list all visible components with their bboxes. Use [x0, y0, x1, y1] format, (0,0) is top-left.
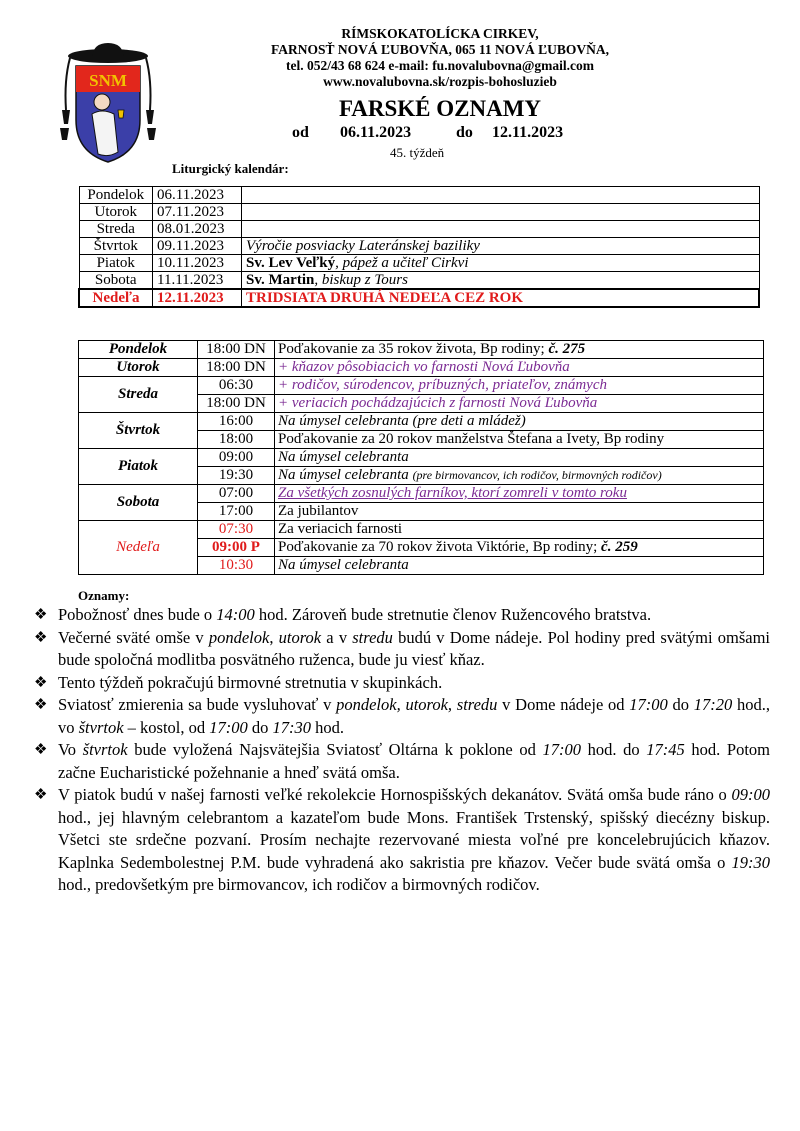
- mass-intention: Poďakovanie za 20 rokov manželstva Štefana a Ivety, Bp rodiny: [275, 431, 764, 449]
- calendar-day: Pondelok: [79, 187, 153, 204]
- mass-intention: Poďakovanie za 35 rokov života, Bp rodiny; č. 275: [275, 341, 764, 359]
- mass-intention: + kňazov pôsobiacich vo farnosti Nová Ľubovňa: [275, 359, 764, 377]
- diamond-bullet-icon: ❖: [34, 697, 48, 713]
- mass-day: Utorok: [79, 359, 198, 377]
- week-number: 45. týždeň: [390, 145, 445, 160]
- church-name: RÍMSKOKATOLÍCKA CIRKEV,: [341, 26, 539, 41]
- liturgical-calendar-table: [78, 186, 760, 308]
- mass-time: 18:00 DN: [198, 341, 275, 359]
- page-title: FARSKÉ OZNAMY: [338, 96, 542, 121]
- calendar-feast: Výročie posviacky Lateránskej baziliky: [242, 238, 760, 255]
- mass-time: 09:00 P: [198, 539, 275, 557]
- mass-time: 17:00: [198, 503, 275, 521]
- calendar-feast: [242, 221, 760, 238]
- mass-day: Štvrtok: [79, 413, 198, 449]
- mass-schedule-table: [78, 340, 764, 575]
- mass-day: Streda: [79, 377, 198, 413]
- table-row: [79, 238, 759, 255]
- list-item: ❖ Pobožnosť dnes bude o 14:00 hod. Zároveň bude stretnutie členov Ružencového bratstva.: [34, 604, 770, 627]
- mass-time: 19:30: [198, 467, 275, 485]
- calendar-date: 06.11.2023: [153, 187, 242, 204]
- liturgical-calendar-label: Liturgický kalendár:: [172, 161, 289, 176]
- mass-intention: + veriacich pochádzajúcich z farnosti Nová Ľubovňa: [275, 395, 764, 413]
- mass-time: 09:00: [198, 449, 275, 467]
- diamond-bullet-icon: ❖: [34, 607, 48, 623]
- date-from-label: od: [292, 124, 309, 141]
- list-item: ❖ Vo štvrtok bude vyložená Najsvätejšia Sviatosť Oltárna k poklone od 17:00 hod. do 17:45 hod. Potom začne Eucharistické požehnanie a hneď svätá omša.: [34, 740, 770, 782]
- list-item: ❖ V piatok budú v našej farnosti veľké rekolekcie Hornospišských dekanátov. Svätá omša bude ráno o 09:00 hod., jej hlavným celebrantom a kazateľom bude Mons. František Trstenský, spišský diecézny biskup. Všetci ste srdečne pozvaní. Prosím nechajte rezervované miesta voľné pre koncelebrujúcich kňazov. Kaplnka Sedembolestnej P.M. bude vyhradená ako sakristia pre kňazov. Večer bude svätá omša o 19:30 hod., predovšetkým pre birmovancov, ich rodičov a birmovných rodičov.: [34, 785, 770, 894]
- table-row: [79, 255, 759, 272]
- calendar-day: Sobota: [79, 272, 153, 290]
- mass-intention: Na úmysel celebranta: [275, 449, 764, 467]
- calendar-date: 08.01.2023: [153, 221, 242, 238]
- mass-day: Piatok: [79, 449, 198, 485]
- mass-time: 16:00: [198, 413, 275, 431]
- calendar-day: Štvrtok: [79, 238, 153, 255]
- calendar-feast: Sv. Lev Veľký, pápež a učiteľ Cirkvi: [242, 255, 760, 272]
- mass-time: 07:00: [198, 485, 275, 503]
- date-from: 06.11.2023: [340, 124, 412, 141]
- table-row: [79, 187, 759, 204]
- mass-time: 06:30: [198, 377, 275, 395]
- mass-intention: Na úmysel celebranta (pre birmovancov, ich rodičov, birmovných rodičov): [275, 467, 764, 485]
- diamond-bullet-icon: ❖: [34, 629, 48, 646]
- table-row: [79, 359, 764, 377]
- diamond-bullet-icon: ❖: [34, 742, 48, 758]
- table-row: [79, 413, 764, 431]
- mass-day: Nedeľa: [79, 521, 198, 575]
- diamond-bullet-icon: ❖: [34, 787, 48, 803]
- date-to: 12.11.2023: [492, 124, 564, 141]
- parish-address: FARNOSŤ NOVÁ ĽUBOVŇA, 065 11 NOVÁ ĽUBOVŇA,: [270, 42, 610, 57]
- table-row: [79, 377, 764, 395]
- table-row: [79, 204, 759, 221]
- announcements-label: Oznamy:: [78, 588, 130, 603]
- calendar-feast: Sv. Martin, biskup z Tours: [242, 272, 760, 290]
- list-item: ❖ Tento týždeň pokračujú birmovné stretnutia v skupinkách.: [34, 672, 770, 695]
- calendar-date: 09.11.2023: [153, 238, 242, 255]
- mass-day: Sobota: [79, 485, 198, 521]
- table-row-sunday: [79, 289, 759, 307]
- date-to-label: do: [456, 124, 473, 141]
- mass-intention: Na úmysel celebranta (pre deti a mládež): [275, 413, 764, 431]
- table-row: [79, 341, 764, 359]
- mass-intention: Poďakovanie za 70 rokov života Viktórie, Bp rodiny; č. 259: [275, 539, 764, 557]
- mass-intention: Za veriacich farnosti: [275, 521, 764, 539]
- table-row: [79, 521, 764, 539]
- calendar-date: 11.11.2023: [153, 272, 242, 290]
- list-item: ❖ Večerné sväté omše v pondelok, utorok a v stredu budú v Dome nádeje. Pol hodiny pred svätými omšami bude spoločná modlitba posvätného ruženca, bude ju viesť kňaz.: [34, 627, 770, 669]
- calendar-date: 07.11.2023: [153, 204, 242, 221]
- contact-line: tel. 052/43 68 624 e-mail: fu.novalubovna@gmail.com: [285, 58, 595, 73]
- announcements-list: [34, 604, 770, 897]
- mass-time: 18:00 DN: [198, 359, 275, 377]
- calendar-day: Piatok: [79, 255, 153, 272]
- logo-lettering: SNM: [89, 71, 127, 90]
- mass-day: Pondelok: [79, 341, 198, 359]
- parish-coat-of-arms-logo: [58, 40, 158, 165]
- calendar-feast: [242, 204, 760, 221]
- calendar-day: Streda: [79, 221, 153, 238]
- website-link[interactable]: www.novalubovna.sk/rozpis-bohosluzieb: [323, 74, 557, 89]
- mass-intention: + rodičov, súrodencov, príbuzných, priateľov, známych: [275, 377, 764, 395]
- calendar-feast: TRIDSIATA DRUHÁ NEDEĽA CEZ ROK: [242, 289, 760, 307]
- table-row: [79, 272, 759, 290]
- calendar-date: 12.11.2023: [153, 289, 242, 307]
- mass-time: 07:30: [198, 521, 275, 539]
- mass-intention: Za jubilantov: [275, 503, 764, 521]
- mass-time: 18:00 DN: [198, 395, 275, 413]
- mass-intention: Za všetkých zosnulých farníkov, ktorí zomreli v tomto roku: [275, 485, 764, 503]
- diamond-bullet-icon: ❖: [34, 674, 48, 691]
- table-row: [79, 485, 764, 503]
- list-item: ❖ Sviatosť zmierenia sa bude vysluhovať v pondelok, utorok, stredu v Dome nádeje od 17:00 do 17:20 hod., vo štvrtok – kostol, od 17:00 do 17:30 hod.: [34, 695, 770, 737]
- table-row: [79, 449, 764, 467]
- calendar-feast: [242, 187, 760, 204]
- table-row: [79, 221, 759, 238]
- calendar-day: Utorok: [79, 204, 153, 221]
- calendar-day: Nedeľa: [79, 289, 153, 307]
- mass-time: 10:30: [198, 557, 275, 575]
- mass-intention: Na úmysel celebranta: [275, 557, 764, 575]
- calendar-date: 10.11.2023: [153, 255, 242, 272]
- mass-time: 18:00: [198, 431, 275, 449]
